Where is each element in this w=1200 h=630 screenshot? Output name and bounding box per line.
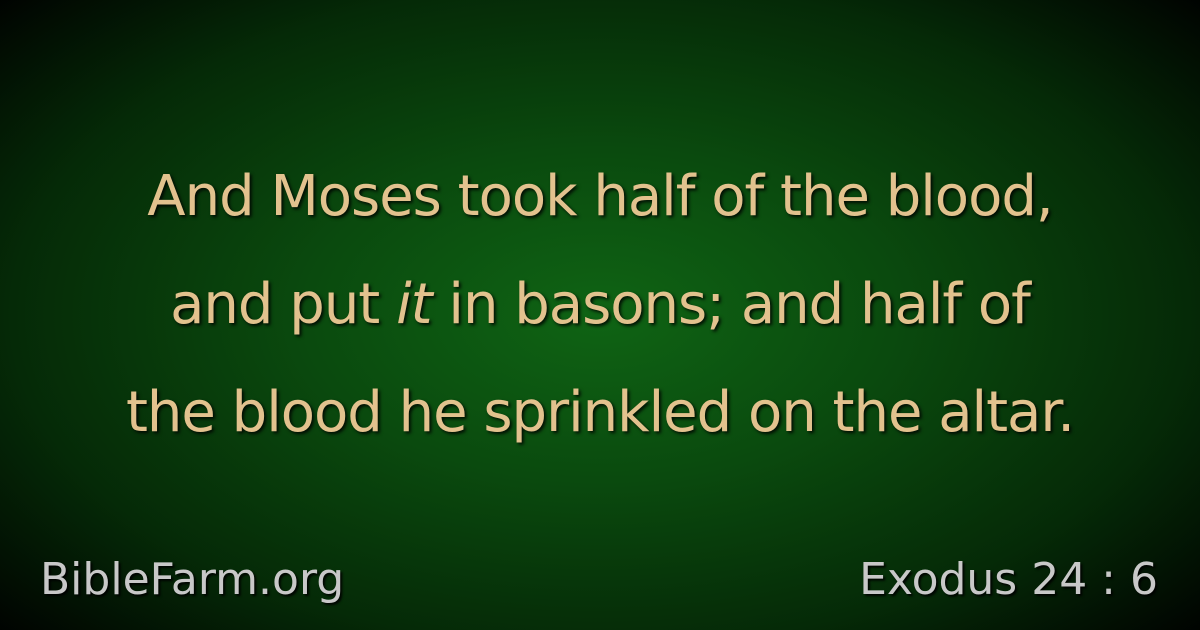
verse-line-1: And Moses took half of the blood, — [147, 164, 1053, 229]
verse-line-2-start: and put — [170, 272, 397, 337]
verse-line-2-end: in basons; and half of — [431, 272, 1030, 337]
verse-line-3: the blood he sprinkled on the altar. — [125, 380, 1075, 445]
site-name: BibleFarm.org — [40, 554, 345, 605]
verse-italic-word: it — [396, 272, 432, 337]
verse-reference: Exodus 24 : 6 — [859, 554, 1158, 605]
verse-text — [0, 143, 1200, 467]
verse-line-2 — [0, 251, 1200, 359]
